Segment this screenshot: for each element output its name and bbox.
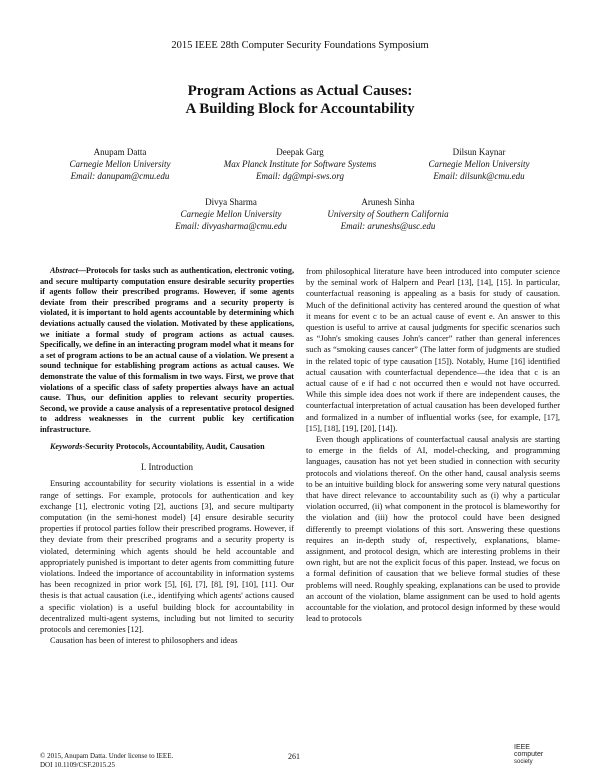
logo-line-2: computer: [514, 751, 544, 758]
author-name: Anupam Datta: [93, 147, 147, 157]
body-paragraph: from philosophical literature have been introduced into computer science by the seminal work of Halpern and Pearl [13], [14], [15]. In particular, counterfactual reasoning is appealing as a basis for study of causation. Much of the definitional activity has centered around the question of what it means for event c to be an actual cause of event e. An answer to this question is useful to arrive at causal judgments for specific scenarios such as “John's smoking causes John's cancer” rather than general inferences such as “smoking causes cancer” (The latter form of judgments are studied in the related topic of type causation [15]). Notably, Hume [16] identified actual causation with counterfactual dependence—the idea that c is an actual cause of e if had c not occurred then e would not have occurred. While this simple idea does not work if there are independent causes, the counterfactual interpretation of actual causation has been developed further and formalized in a number of influential works (see, for example, [17], [15], [18], [19], [20], [14]).: [306, 267, 560, 433]
author-block-1: [70, 146, 171, 182]
author-affiliation: Carnegie Mellon University: [428, 159, 530, 169]
logo-line-3: society: [514, 759, 533, 765]
body-paragraph: Causation has been of interest to philosophers and ideas: [50, 636, 238, 646]
author-block-4: [175, 196, 287, 232]
section-heading-introduction: I. Introduction: [141, 462, 193, 473]
footer-copyright: [40, 752, 173, 770]
author-name: Arunesh Sinha: [361, 197, 415, 207]
keywords-text: -Security Protocols, Accountability, Audit, Causation: [82, 441, 265, 451]
title-line-1: Program Actions as Actual Causes:: [187, 83, 413, 99]
author-name: Dilsun Kaynar: [452, 147, 506, 157]
author-email: Email: dilsunk@cmu.edu: [433, 171, 525, 181]
author-email: Email: danupam@cmu.edu: [70, 171, 170, 181]
title-line-2: A Building Block for Accountability: [185, 101, 415, 117]
computer-society-logo: [514, 744, 560, 770]
right-column: [306, 266, 560, 625]
body-paragraph: Ensuring accountability for security violations is essential in a wide range of settings. For example, protocols for authentication and key exchange [1], electronic voting [2], auctions [3], and secure multiparty computation (in the semi-honest model) [4] ensure desirable security properties if protocol parties follow their prescribed programs. However, if they deviate from their prescribed programs and a security property is violated, determining which agents should be held accountable and appropriately punished is important to deter agents from committing future violations. Indeed the importance of accountability in information systems has been recognized in prior work [5], [6], [7], [8], [9], [10], [11]. Our thesis is that actual causation (i.e., identifying which agents' actions caused a specific violation) is a useful building block for accountability in decentralized multi-agent systems, including but not limited to security protocols and ceremonies [12].: [40, 479, 294, 634]
body-paragraph: Even though applications of counterfactual causal analysis are starting to emerge in the fields of AI, model-checking, and programming languages, causation has not yet been studied in connection with security protocols and violations thereof. On the other hand, causal analysis seems to be an intuitive building block for answering some very natural questions that have direct relevance to accountability such as (i) why a particular violation occurred, (ii) what component in the protocol is blameworthy for the violation and (iii) how the protocol could have been designed differently to preempt violations of this sort. Answering these questions requires an in-depth study of, respectively, explanations, blame-assignment, and protocol design, which are interesting problems in their own right, but are not the explicit focus of this paper. Instead, we focus on a formal definition of causation that we believe formal studies of these problems will need. Roughly speaking, explanations can be used to provide an account of the violation, blame assignment can be used to hold agents accountable for the violation, and protocol design informed by these would lead to protocols: [306, 435, 560, 624]
page-number: 261: [288, 752, 300, 761]
doi-line: DOI 10.1109/CSF.2015.25: [40, 761, 116, 769]
author-affiliation: Max Planck Institute for Software Systems: [223, 159, 377, 169]
logo-line-1: IEEE: [514, 744, 530, 751]
author-affiliation: Carnegie Mellon University: [69, 159, 171, 169]
author-block-5: [327, 196, 448, 232]
author-affiliation: University of Southern California: [327, 209, 449, 219]
author-block-3: [429, 146, 530, 182]
abstract-label: Abstract: [50, 266, 78, 275]
keywords: [40, 442, 294, 453]
abstract-text: —Protocols for tasks such as authentication, electronic voting, and secure multiparty computation ensure desirable security properties if agents follow their prescribed programs. However, if some agents deviate from their prescribed programs and a security property is violated, it is important to hold agents accountable by determining which deviations actually caused the violation. Motivated by these applications, we initiate a formal study of program actions as actual causes. Specifically, we define in an interacting program model what it means for a set of program actions to be an actual cause of a violation. We present a sound technique for establishing program actions as actual causes. We demonstrate the value of this formalism in two ways. First, we prove that violations of a specific class of safety properties always have an actual cause. Thus, our definition applies to relevant security properties. Second, we provide a cause analysis of a representative protocol designed to address weaknesses in the current public key certification infrastructure.: [40, 266, 294, 434]
paper-title: [0, 82, 600, 118]
conference-header: 2015 IEEE 28th Computer Security Foundations Symposium: [171, 40, 429, 51]
author-email: Email: dg@mpi-sws.org: [256, 171, 344, 181]
author-email: Email: divyasharma@cmu.edu: [175, 221, 287, 231]
abstract: [40, 266, 294, 436]
author-email: Email: aruneshs@usc.edu: [340, 221, 436, 231]
author-block-2: [224, 146, 376, 182]
left-column: [40, 266, 294, 646]
author-affiliation: Carnegie Mellon University: [180, 209, 282, 219]
keywords-label: Keywords: [50, 441, 83, 451]
copyright-line: © 2015, Anupam Datta. Under license to IEEE.: [40, 752, 174, 760]
author-name: Divya Sharma: [205, 197, 257, 207]
author-name: Deepak Garg: [276, 147, 324, 157]
